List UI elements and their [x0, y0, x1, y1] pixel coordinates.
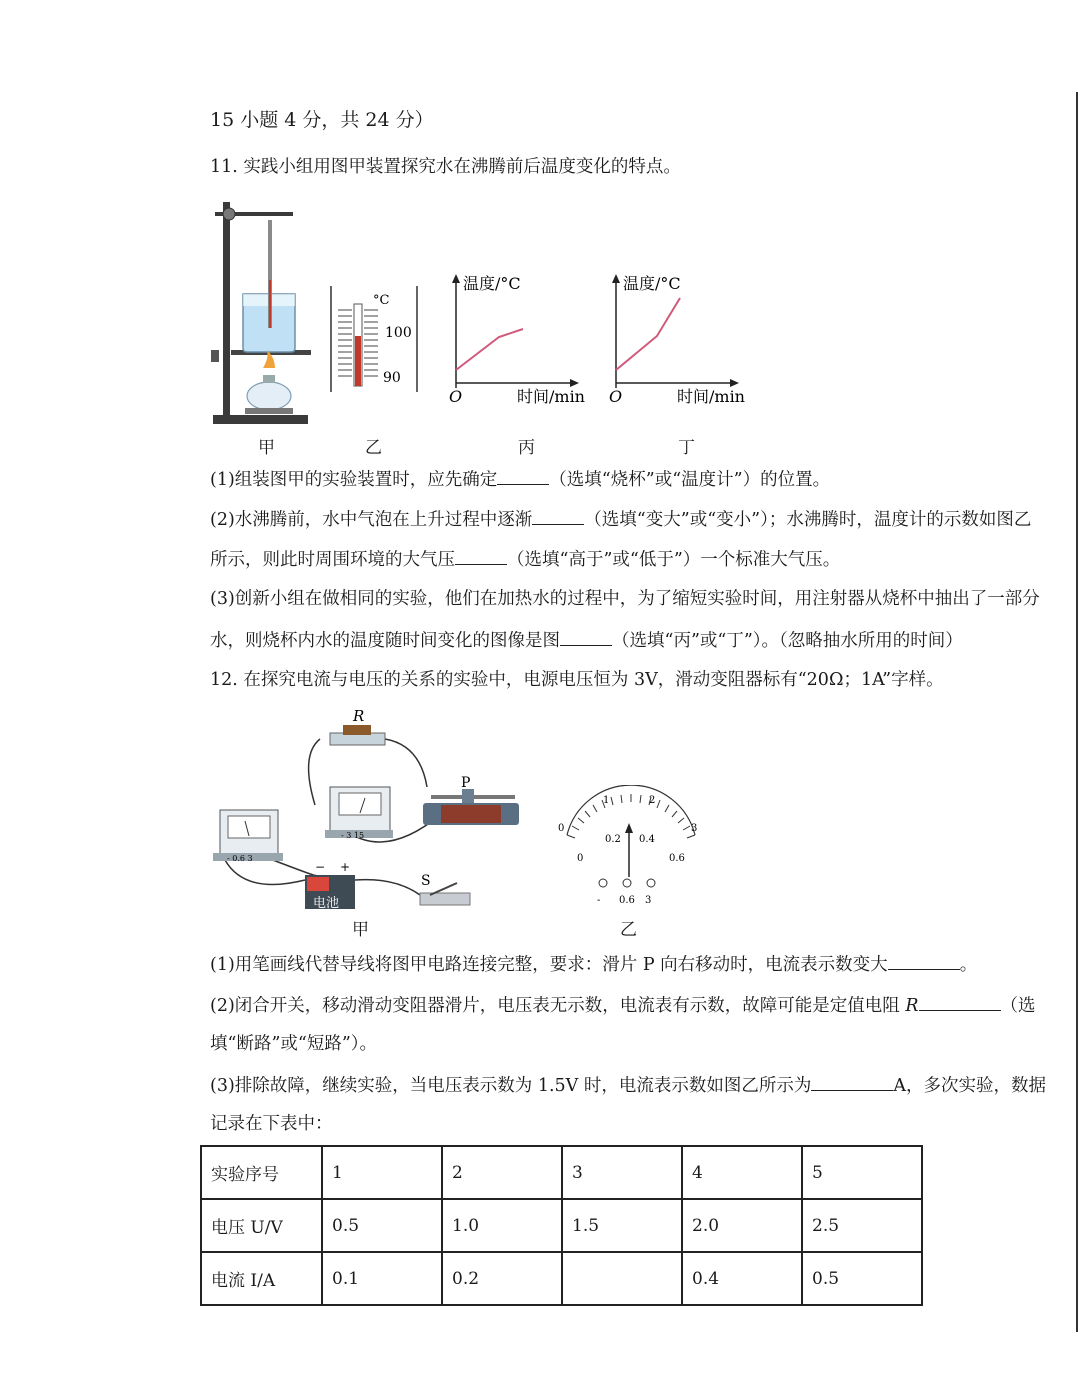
q12-part2-line2: 填“断路”或“短路”）。 [210, 1034, 378, 1054]
table-cell: 实验序号 [201, 1146, 322, 1199]
ding-origin: O [609, 387, 623, 406]
yi-tick-90: 90 [383, 370, 401, 386]
figure-yi-thermometer [325, 280, 435, 400]
q11-part3-line1: (3)创新小组在做相同的实验，他们在加热水的过程中，为了缩短实验时间，用注射器从烧杯中抽出了一部分 [210, 589, 1040, 609]
caption-bing: 丙 [518, 438, 535, 458]
caption-12-yi: 乙 [620, 920, 637, 940]
caption-yi: 乙 [365, 438, 382, 458]
ammeter-terminals: - 0.6 3 [227, 854, 253, 863]
answer-blank[interactable] [497, 466, 549, 485]
figure-12-jia-circuit [205, 705, 535, 920]
caption-12-jia: 甲 [352, 920, 369, 940]
bing-ylabel: 温度/°C [463, 274, 521, 293]
q11-part2-line1: (2)水沸腾前，水中气泡在上升过程中逐渐 （选填“变大”或“变小”）；水沸腾时，温度计的示数如图乙 [210, 506, 1031, 532]
dial-top-2: 2 [649, 795, 656, 806]
q12-part3-line1: (3)排除故障，继续实验，当电压表示数为 1.5V 时，电流表示数如图乙所示为 A，多次实验，数据 [210, 1072, 1046, 1098]
figure-12-yi-dial [555, 785, 705, 910]
section-header: 15 小题 4 分，共 24 分） [210, 109, 434, 131]
dial-term-06: 0.6 [619, 895, 635, 906]
table-cell: 5 [802, 1146, 922, 1199]
table-cell: 电压 U/V [201, 1199, 322, 1252]
figure-bing-graph [445, 270, 595, 410]
answer-blank[interactable] [532, 506, 584, 525]
q11-part1: (1)组装图甲的实验装置时，应先确定 （选填“烧杯”或“温度计”）的位置。 [210, 466, 830, 492]
yi-tick-100: 100 [385, 325, 412, 341]
table-cell: 1 [322, 1146, 442, 1199]
table-cell: 1.5 [562, 1199, 682, 1252]
table-row [201, 1252, 922, 1305]
page-edge-rule [1076, 92, 1078, 1332]
table-cell: 2 [442, 1146, 562, 1199]
q12-part1: (1)用笔画线代替导线将图甲电路连接完整，要求：滑片 P 向右移动时，电流表示数变大 。 [210, 951, 977, 977]
table-cell: 0.4 [682, 1252, 802, 1305]
table-row [201, 1199, 922, 1252]
dial-top-1: 1 [603, 795, 610, 806]
answer-blank[interactable] [888, 951, 960, 970]
table-cell: 电流 I/A [201, 1252, 322, 1305]
voltmeter-terminals: - 3 15 [341, 831, 365, 840]
label-S: S [421, 873, 431, 889]
battery-minus: − [315, 860, 326, 874]
table-cell: 2.0 [682, 1199, 802, 1252]
figure-ding-graph [605, 270, 755, 410]
label-R: R [353, 707, 365, 725]
table-cell: 3 [562, 1146, 682, 1199]
bing-origin: O [449, 387, 463, 406]
figure-jia-apparatus [205, 190, 320, 430]
dial-bottom-3: 0.6 [669, 853, 685, 864]
dial-bottom-2: 0.4 [639, 834, 655, 845]
caption-jia: 甲 [258, 438, 275, 458]
table-cell[interactable] [562, 1252, 682, 1305]
q12-part2-line1: (2)闭合开关，移动滑动变阻器滑片，电压表无示数，电流表有示数，故障可能是定值电阻 R （选 [210, 992, 1036, 1018]
bing-xlabel: 时间/min [517, 387, 585, 406]
table-cell: 0.1 [322, 1252, 442, 1305]
q12-part3-line2: 记录在下表中： [210, 1114, 333, 1134]
caption-ding: 丁 [678, 438, 695, 458]
table-cell: 4 [682, 1146, 802, 1199]
dial-bottom-0: 0 [577, 853, 584, 864]
label-P: P [461, 775, 471, 791]
answer-blank[interactable] [811, 1072, 893, 1091]
table-cell: 2.5 [802, 1199, 922, 1252]
table-cell: 0.2 [442, 1252, 562, 1305]
ding-ylabel: 温度/°C [623, 274, 681, 293]
answer-blank[interactable] [919, 992, 1001, 1011]
battery-plus: + [340, 860, 351, 874]
question-12-stem: 12. 在探究电流与电压的关系的实验中，电源电压恒为 3V，滑动变阻器标有“20Ω；1A”字样。 [210, 670, 944, 690]
table-row [201, 1146, 922, 1199]
data-table [200, 1145, 923, 1306]
answer-blank[interactable] [560, 627, 612, 646]
dial-term-minus: - [597, 895, 601, 906]
dial-term-3: 3 [645, 895, 652, 906]
table-cell: 0.5 [322, 1199, 442, 1252]
table-cell: 0.5 [802, 1252, 922, 1305]
table-cell: 1.0 [442, 1199, 562, 1252]
dial-top-3: 3 [691, 823, 698, 834]
q11-part3-line2: 水，则烧杯内水的温度随时间变化的图像是图 （选填“丙”或“丁”）。（忽略抽水所用的时间） [210, 627, 963, 653]
answer-blank[interactable] [455, 546, 507, 565]
battery-label: 电池 [313, 896, 340, 911]
dial-top-0: 0 [558, 823, 565, 834]
question-11-stem: 11. 实践小组用图甲装置探究水在沸腾前后温度变化的特点。 [210, 157, 681, 177]
dial-bottom-1: 0.2 [605, 834, 621, 845]
ding-xlabel: 时间/min [677, 387, 745, 406]
q11-part2-line2: 所示，则此时周围环境的大气压 （选填“高于”或“低于”）一个标准大气压。 [210, 546, 840, 572]
yi-unit: °C [373, 293, 390, 308]
